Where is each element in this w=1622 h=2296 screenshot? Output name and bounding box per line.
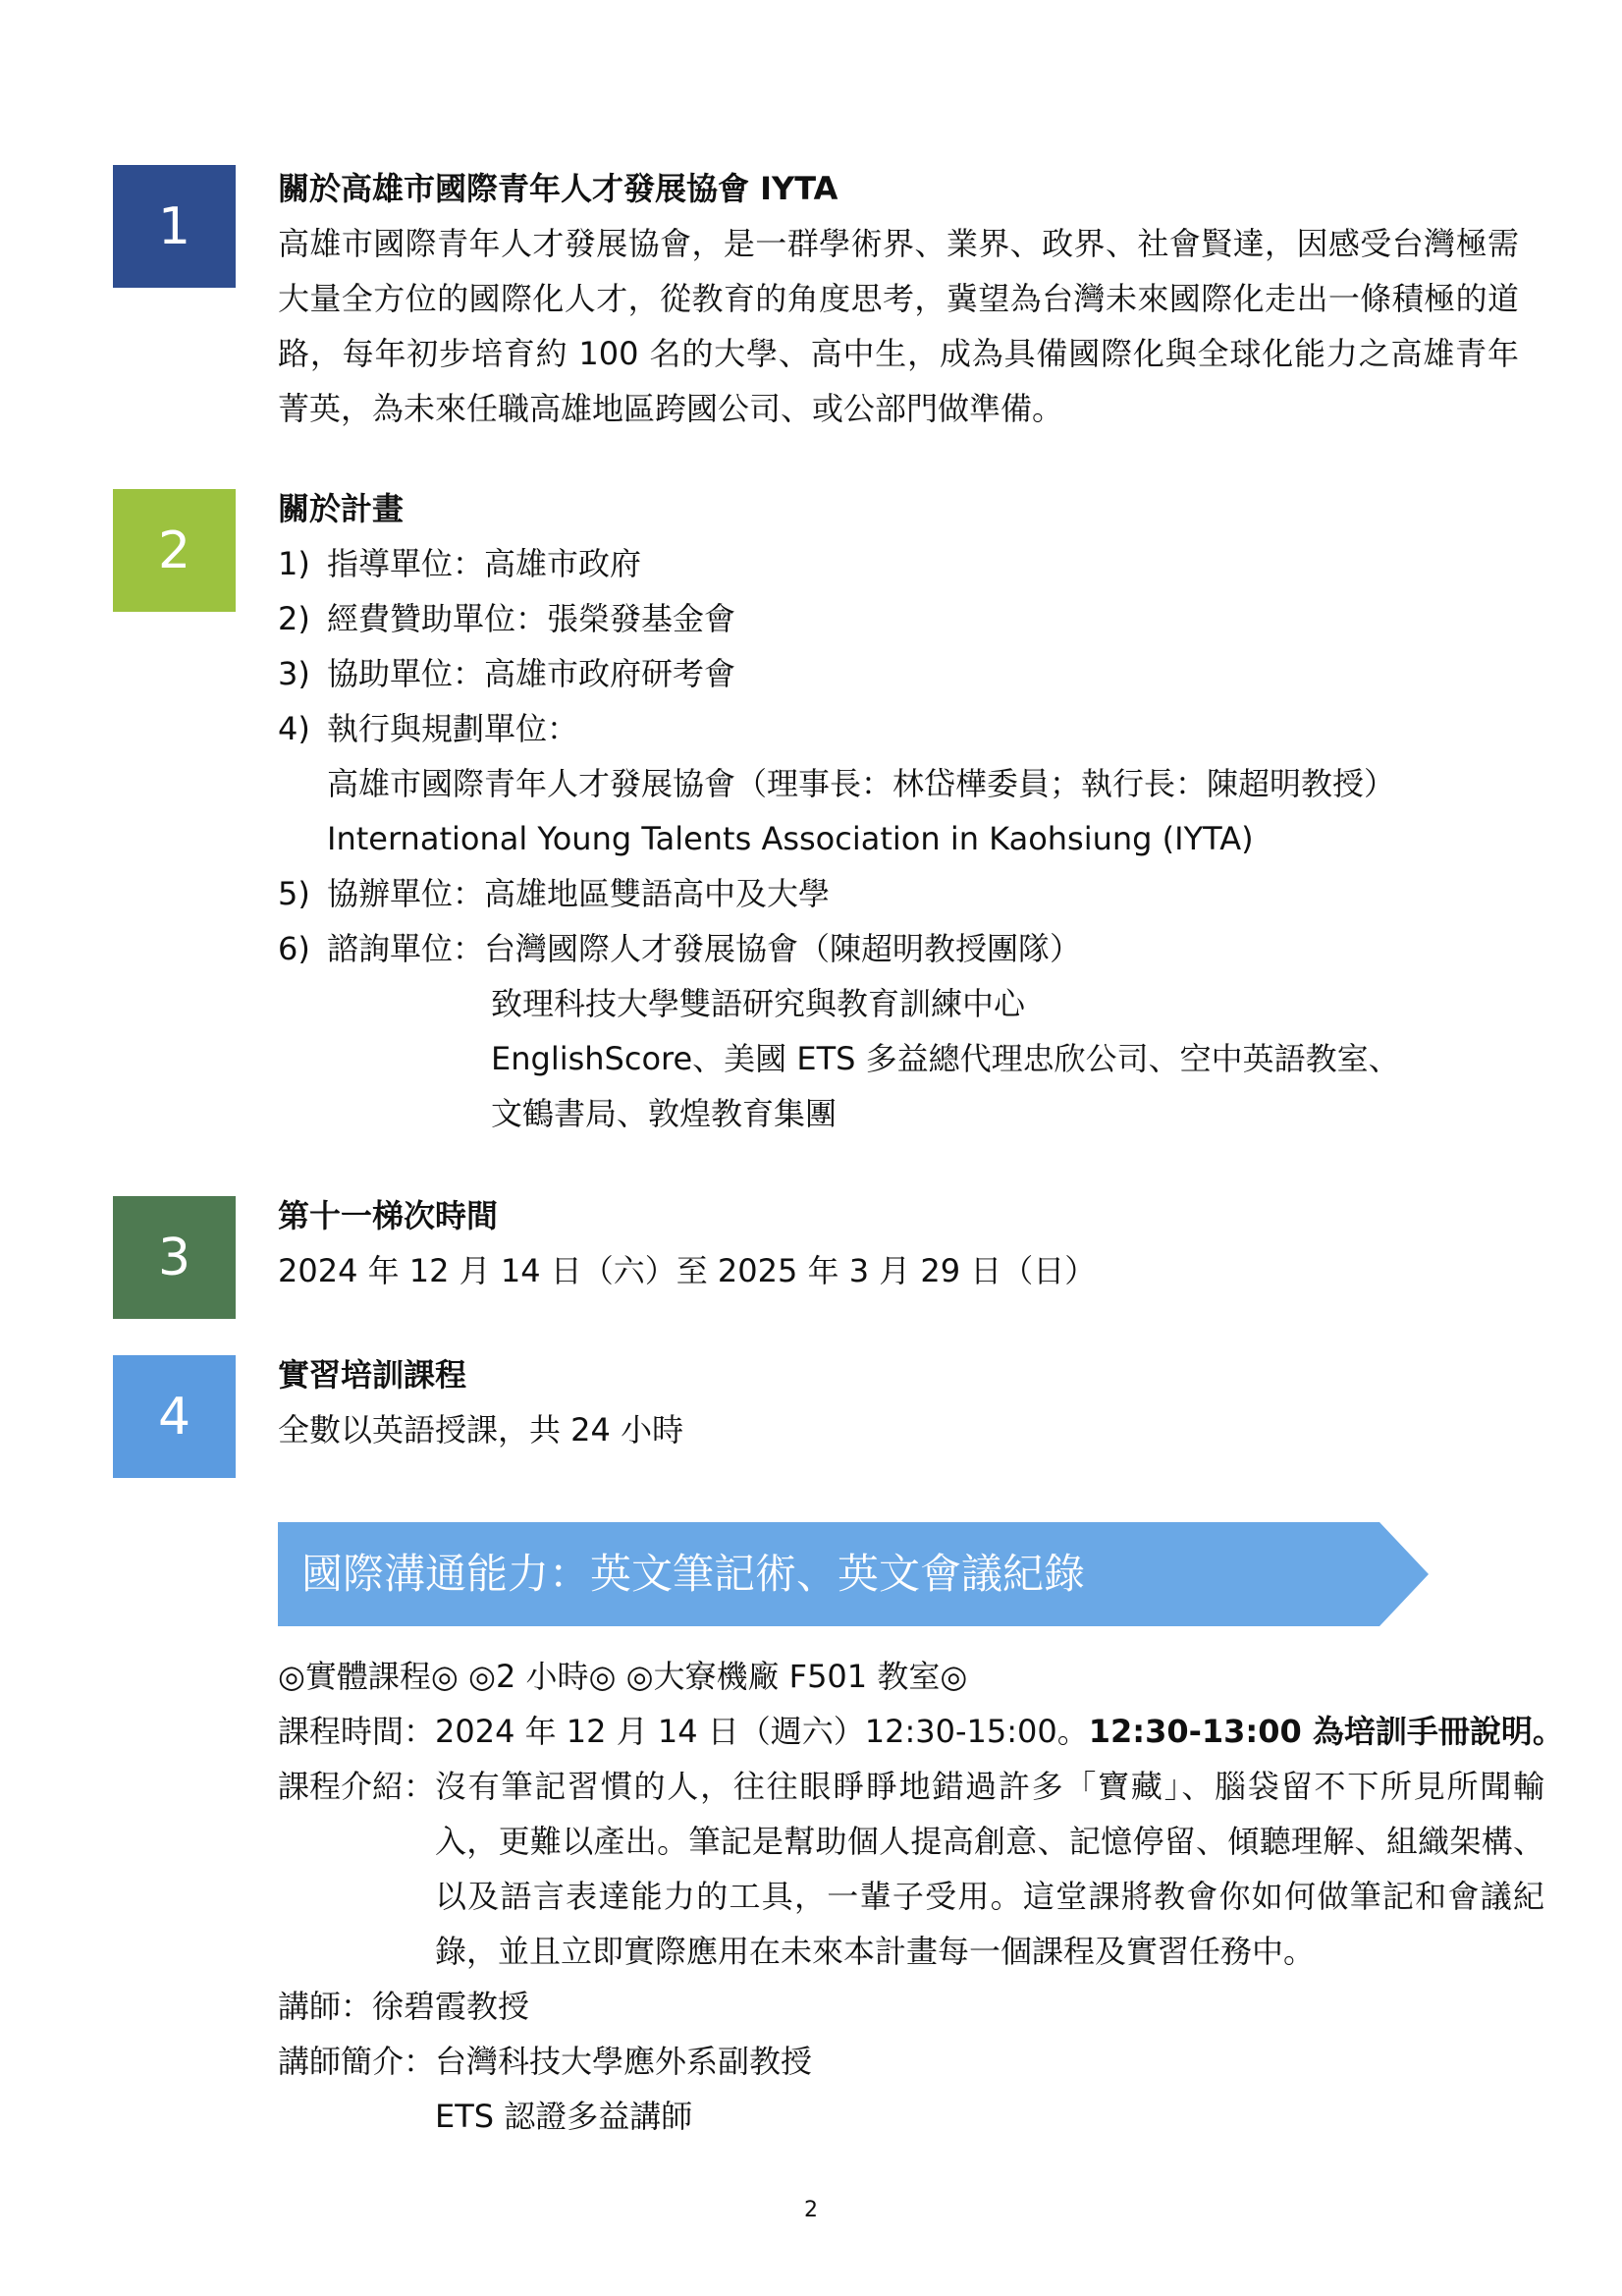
list-item-continuation: 高雄市國際青年人才發展協會（理事長：林岱樺委員；執行長：陳超明教授） [327, 765, 1396, 802]
course-lecturer-label: 講師： [278, 1988, 373, 2025]
section-badge-4 [113, 1355, 236, 1478]
list-item-continuation: International Young Talents Association in Kaohsiung (IYTA) [327, 820, 1254, 857]
course-time-note: 12:30-13:00 為培訓手冊說明。 [1088, 1713, 1564, 1750]
course-bio-line: 台灣科技大學應外系副教授 [435, 2043, 813, 2080]
section-body: 2024 年 12 月 14 日（六）至 2025 年 3 月 29 日（日） [278, 1252, 1097, 1289]
section-badge-1 [113, 165, 236, 288]
course-lecturer-value: 徐碧霞教授 [372, 1988, 530, 2025]
section-heading: 第十一梯次時間 [278, 1197, 499, 1234]
course-bio-label: 講師簡介： [278, 2043, 436, 2080]
list-item: 4) 執行與規劃單位： [278, 710, 579, 747]
list-item: 6) 諮詢單位：台灣國際人才發展協會（陳超明教授團隊） [278, 930, 1082, 967]
course-banner [278, 1522, 1429, 1626]
list-item: 5) 協辦單位：高雄地區雙語高中及大學 [278, 875, 831, 912]
list-item-continuation: 文鶴書局、敦煌教育集團 [491, 1095, 838, 1132]
section-body: 全數以英語授課，共 24 小時 [278, 1411, 684, 1449]
list-item-continuation: 致理科技大學雙語研究與教育訓練中心 [491, 985, 1026, 1022]
section-body: 高雄市國際青年人才發展協會，是一群學術界、業界、政界、社會賢達，因感受台灣極需大量全方位的國際化人才，從教育的角度思考，冀望為台灣未來國際化走出一條積極的道路，每年初步培育約 100 名的大學、高中生，成為具備國際化與全球化能力之高雄青年菁英，為未來任職高雄地區跨國公司、或公部門做準備。 [278, 225, 1519, 427]
section-badge-3 [113, 1196, 236, 1319]
section-3 [278, 1188, 1544, 1298]
section-heading: 關於高雄市國際青年人才發展協會 IYTA [278, 170, 838, 207]
course-lecturer [278, 1979, 1544, 2034]
list-item: 2) 經費贊助單位：張榮發基金會 [278, 600, 736, 637]
section-1 [278, 161, 1544, 436]
course-description-label: 課程介紹： [278, 1768, 436, 1805]
course-time [278, 1704, 1564, 1759]
course-description [278, 1759, 1544, 1979]
section-2 [278, 481, 1544, 1141]
course-lecturer-bio [278, 2034, 1544, 2144]
section-number: 3 [157, 1228, 191, 1287]
list-item: 3) 協助單位：高雄市政府研考會 [278, 655, 736, 692]
course-details [278, 1649, 1564, 2144]
section-badge-2 [113, 489, 236, 612]
course-time-label: 課程時間： [278, 1713, 436, 1750]
list-item: 1) 指導單位：高雄市政府 [278, 545, 642, 582]
section-number: 2 [157, 520, 191, 580]
section-4 [278, 1347, 1544, 1457]
section-heading: 實習培訓課程 [278, 1356, 467, 1394]
section-number: 4 [157, 1387, 191, 1447]
course-description-value: 沒有筆記習慣的人，往往眼睜睜地錯過許多「寶藏」、腦袋留不下所見所聞輸入，更難以產出。筆記是幫助個人提高創意、記憶停留、傾聽理解、組織架構、以及語言表達能力的工具，一輩子受用。這堂課將教會你如何做筆記和會議紀錄，並且立即實際應用在未來本計畫每一個課程及實習任務中。 [435, 1768, 1544, 1970]
course-format: ◎實體課程◎ ◎2 小時◎ ◎大寮機廠 F501 教室◎ [278, 1658, 968, 1695]
list-item-continuation: EnglishScore、美國 ETS 多益總代理忠欣公司、空中英語教室、 [491, 1040, 1400, 1077]
section-heading: 關於計畫 [278, 490, 405, 527]
page-number: 2 [804, 2198, 818, 2222]
section-number: 1 [157, 196, 191, 256]
course-bio-line: ETS 認證多益講師 [435, 2098, 693, 2135]
banner-title: 國際溝通能力：英文筆記術、英文會議紀錄 [301, 1550, 1086, 1598]
course-time-value: 2024 年 12 月 14 日（週六）12:30-15:00。 [435, 1713, 1089, 1750]
